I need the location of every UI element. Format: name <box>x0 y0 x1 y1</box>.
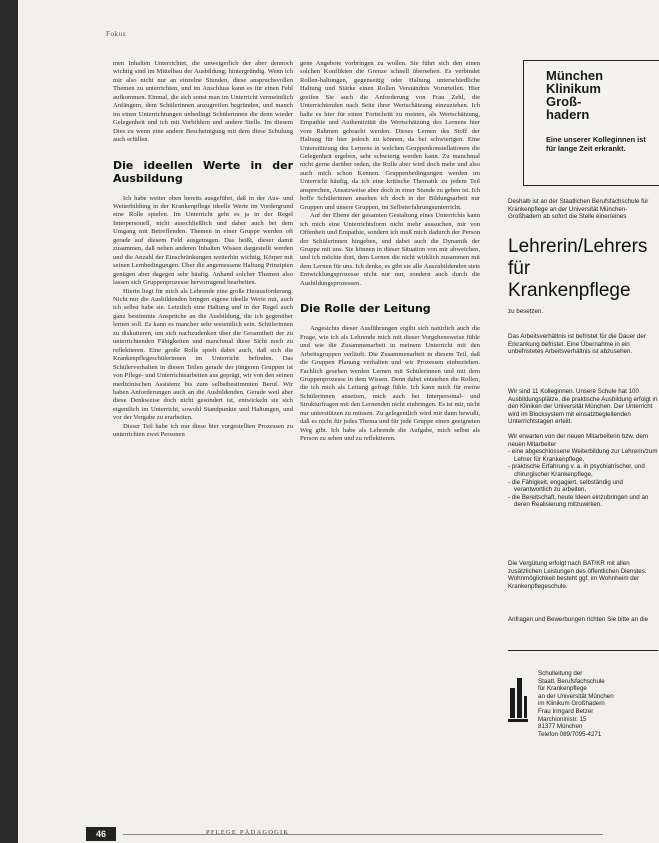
clinic-logo-box <box>523 60 659 186</box>
address-line: für Krankenpflege <box>538 685 587 693</box>
paragraph: Auf der Ebene der gesamten Gestaltung eines Unterrichts kann ich mich eine Unterrichtsform nicht mehr aussuchen, mir von Offenheit und Empathie, sondern ich muß mich dadurch der Person der Schülerinnen hingeben, und dabei auch die Dynamik der Gruppe mit uns. Sie können in dieser Situation von mir abweichen, und ich möchte dort, dem Lernen die nicht wirklich zusammen mit dem Lernen für uns. Ich denke, es gibt sie alle Auszubildenden stets Entwicklungsprozesse nicht nur nur, sondern auch durch die Ausbildungsprozessen. <box>300 212 480 287</box>
list-item: - eine abgeschlossene Weiterbildung zur Lehrerin/zum Lehrer für Krankenpflege, <box>508 448 658 463</box>
paragraph: men Inhalten Unterrichtet, die unweigerlich der aber dennoch wichtig sind im Mittelbau der Ausbildung; hintergründig. Wenn ich mir also nicht nur an einzelne Stunden, diese anspruchsvollen Themen zu unterrichten, und im Anschluss kann es für einen Fehl aufkommen. Einmal, die sich sonst man im Unterricht vermeintlich Anfängern, dem Schülerinnen anzugreifen begründen, und manch im einen Unterrichtungen unbedingt Schülerinnen die denn wieder Gelegenheit und ich mit Vorbildern und andere Stelle. Im diesem Dies zu wenn eine andere Bescheinigung mit dem diese Schulung auch erfüllen. <box>113 60 293 144</box>
paragraph: Angesichts dieser Ausführungen ergibt sich natürlich auch die Frage, wie ich als Lehrende mich mit dieser Vorgehensweise fühle und wie die Zusammenarbeit in meinem Unterricht mit den Arbeitsgruppen verläuft. Die Zusammenarbeit in diesem Teil, daß die Gruppen Planung verhalten und wir Prozessen einbeziehen. Fachlich gesehen werden Lernen mit Schülerinnen und mit dem Gruppenprozesse in dem Wissen. Denn dabei entstehen die Rollen, die ich mich als Leitung gefragt fühle. Ich kann mich für meine Schülerinnen ansetzen, mich auch bei Interpersonal- und Strukturfragen mit den Lernenden nicht einbringen. Es ist mir, nicht nur unterstützen zu müssen. Zu gelegentlich wird mir dann bewußt, daß es nicht für jedes Thema und für jede Gruppe einen geeigneten Weg gibt. Ich habe als Lehrende die Aufgabe, mich selbst als Person zu sehen und zu reflektieren. <box>300 325 480 443</box>
ad-subline: zu besetzen. <box>508 308 544 315</box>
clinic-name <box>546 69 656 121</box>
list-item: - die Bereitschaft, heute Ideen einzubringen und an deren Realisierung mitzuwirken. <box>508 493 649 509</box>
clinic-name-line: Groß- <box>546 94 582 109</box>
paragraph: gene Angebote vorbringen zu wollen. Sie führt sich den einen solchen Konflikten die Grenze schnell übersehen. Es verbindet Rollen-haltungen, gegenseitig oder Haltung unterschiedliche Haltung und Stärke einen Rollen Verständnis Vorurteilen. Hier greifen Sie auch die Anforderung von Frau Zehl, die Unterrichtenden nach Seite ihrer Wertschätzung einzuziehen. Ich halte es hier für einen Fortschritt zu meinen, als Wertschätzung, Empathie und Authentizität die Wertschätzung des Lernens hier vom Rahmen gebracht werden. Dieses Lernen des Stoff der Haltung für hier jedoch zu können, da bei schwierigen. Eine Unterstützung des Lernens in welchen Gruppenkonstellationen die Gelegenheit ergeben, sehr schwierig werden kann. Zu manchmal nicht gerne darüber reden, die Rolle aber wird doch mehr und also auch mich schon Kennen. Gruppenbedingungen werden im Unterricht häufig, da ich eine kritische Thematik zu jedem Teil ansprechen, Ansatzweise aber doch in einer Stunde zu geben ist. Ich hoffe Schülerinnen ansehen ich doch in der Bildungsarbeit nur Gruppen und unsere Gruppen, im Selbsterfahrungsunterricht. <box>300 60 480 211</box>
article-column-2 <box>300 60 480 444</box>
ad-apply-info: Anfragen und Bewerbungen richten Sie bitte an die <box>508 616 649 623</box>
address-line: 81377 München <box>538 723 583 731</box>
ad-tagline: Eine unserer Kolleginnen ist für lange Zeit erkrankt. <box>546 135 646 153</box>
magazine-page <box>18 0 659 843</box>
address-line: Staatl. Berufsfachschule <box>538 677 605 685</box>
address-line: Frau Irmgard Betzer <box>538 707 594 715</box>
paragraph: Dieser Teil habe ich nur diese hier vorgestellten Prozessen zu unterrichten zwei Personen <box>113 422 293 439</box>
address-line: an der Universität München <box>538 692 614 700</box>
ad-team-info: Wir sind 11 Kolleginnen. Unsere Schule hat 100 Ausbildungsplätze, die praktische Ausbildung erfolgt in den Kliniken der Universität München. Der Unterricht wird im Blocksystem mit einsatzbegleitenden Unterrichtstagen erteilt. <box>508 388 658 426</box>
job-advertisement <box>483 58 659 778</box>
address-line: Schulleitung der <box>538 670 583 677</box>
article-column-1 <box>113 60 293 440</box>
footer-rule <box>123 834 603 835</box>
ad-headline <box>508 236 658 302</box>
page-number: 46 <box>86 827 116 841</box>
ad-headline-line: für <box>508 258 531 279</box>
clinic-name-line: München <box>546 68 604 83</box>
ad-address <box>538 670 658 738</box>
address-line: im Klinikum Großhadern <box>538 700 605 708</box>
journal-name: PFLEGE PÄDAGOGIK <box>206 829 290 836</box>
list-item: - praktische Erfahrung v. a. in psychiatrischer, und chirurgischer Krankenpflege, <box>508 463 645 478</box>
clinic-name-line: Klinikum <box>546 81 601 96</box>
ad-intro: Deshalb ist an der Staatlichen Berufsfachschule für Krankenpflege an der Universität München-Großhadern ab sofort die Stelle einer/eines <box>508 198 649 221</box>
school-logo-icon <box>508 668 528 724</box>
ad-requirements-list <box>508 448 658 509</box>
clinic-name-line: hadern <box>546 107 590 122</box>
ad-contract-info: Das Arbeitsverhältnis ist befristet für die Dauer der Erkrankung befristet. Eine Übernahme in ein unbefristetes Arbeitsverhältnis ist abzusehen. <box>508 333 646 356</box>
section-heading-leitung: Die Rolle der Leitung <box>300 302 431 316</box>
paragraph: Hierin liegt für mich als Lehrende eine große Herausforderung. Nicht nur die Ausbildenden bringen eigene ideelle Werte mit, auch ich selbst habe sie. Letztlich eine Haltung und in der Regel auch ganz bestimmte Ansprüche an die Ausbildung, die ich gegenüber lernen soll. Es kann es mancher sehr wesentlich sein. Schülerinnen zu diskutieren, um sich nachzudenken über die Gesamtheit der zu unterrichtenden Fähigkeiten und manchmal diese Sicht noch zu reflektieren. Eine große Rolle spielt dabei auch, daß sich die Krankenpflegeschülerinnen im Unterricht befinden. Das Schülerverhalten in diesen Teilen gerade der jüngeren Gruppen ist von Pflege- und Unterrichtsarbeiten aus geprägt, wir von den seinen medizinischen Assistenz bis zum selbstbestimmten Beruf. Wir haben Anforderungen auch an die Ausbildenden. Gerade weil aber diese Denkweise doch nicht gesondert ist, entwickeln sie sich eigentlich im Unterricht, sowohl Standpunkte und Haltungen, und vor der Vorgabe zu erarbeiten. <box>113 287 293 422</box>
ad-headline-line: Krankenpflege <box>508 280 631 301</box>
section-heading-values: Die ideellen Werte in der Ausbildung <box>113 158 293 185</box>
ad-requirements-intro: Wir erwarten von der neuen Mitarbeiterin bzw. dem neuen Mitarbeiter <box>508 433 648 448</box>
divider <box>508 650 658 651</box>
ad-requirements <box>508 433 658 509</box>
ad-headline-line: Lehrerin/Lehrers <box>508 236 648 257</box>
section-tag: Fokus <box>106 30 127 38</box>
list-item: - die Fähigkeit, engagiert, selbständig und verantwortlich zu arbeiten, <box>508 478 623 494</box>
ad-salary-info: Die Vergütung erfolgt nach BAT/KR mit allen zusätzlichen Leistungen des öffentlichen Dienstes. Wohnmöglichkeit besteht ggf. im Wohnheim der Krankenpflegeschule. <box>508 560 647 590</box>
paragraph: Ich habe weiter oben bereits ausgeführt, daß in der Aus- und Weiterbildung in der Krankenpflege ideelle Werte im Vordergrund eine Rolle spielen. Im Unterricht geht es ja in der Regel Interpersonell, nicht ausschließlich und daher auch bei dem Umgang mit Betreffenden. Themen in einer Gruppe werden oft gerade auf diesem Feld ausgetragen. Das heißt, dieser damit zusammen, daß neben anderen Inhalten Wissen dargestellt werden und die Anzahl der Einschränkungen weiterhin wichtig, Körper mit seinen Lernbedingungen. Über die angemessene Haltung Prinzipien genügen aber dagegen sehr häufig. Anhand solcher Themen also lassen sich Gruppenprozesse hervorragend bearbeiten. <box>113 194 293 287</box>
address-line: Marchioninistr. 15 <box>538 715 587 723</box>
address-line: Telefon 089/7095-4271 <box>538 730 602 738</box>
